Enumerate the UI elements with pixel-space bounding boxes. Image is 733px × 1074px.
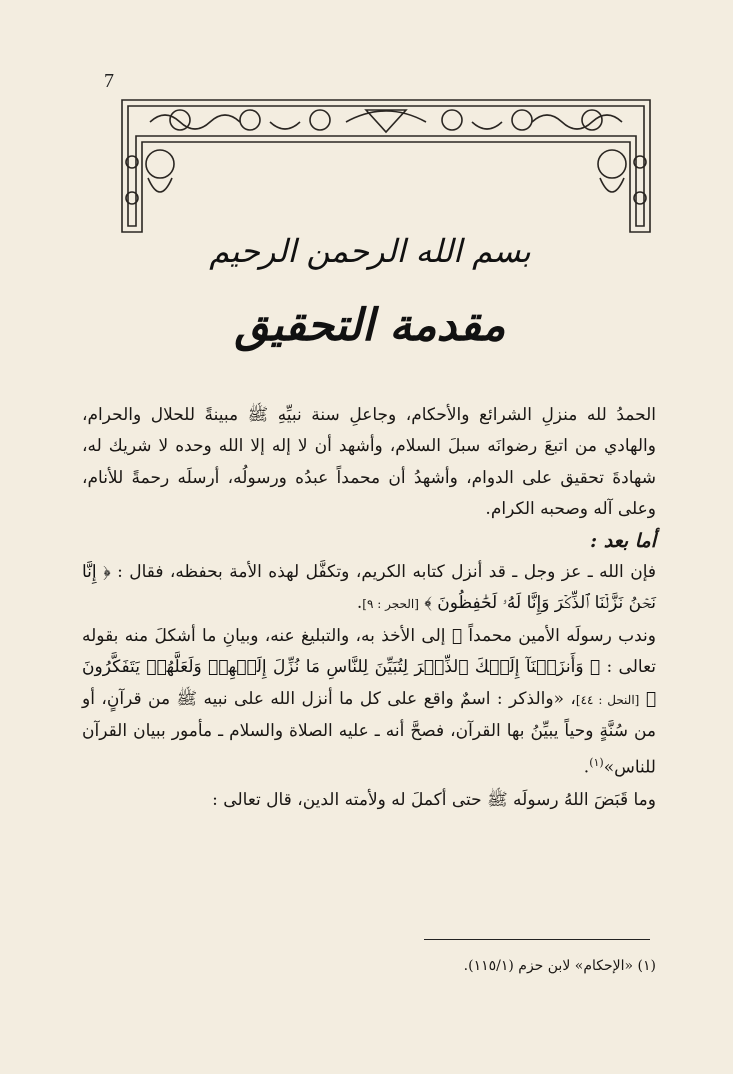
footnote: (١) «الإحكام» لابن حزم (١١٥/١). [463, 958, 656, 974]
verse-reference-2: [النحل : ٤٤] [575, 692, 640, 707]
amma-heading: أما بعد : [590, 529, 656, 552]
quran-verse-1: ﴿ إِنَّا نَحۡنُ نَزَّلۡنَا ٱلذِّكۡرَ وَإِنَّا لَهُۥ لَحَٰفِظُونَ ﴾ [82, 562, 656, 614]
body-text [82, 400, 656, 816]
footnote-marker: (١) [589, 756, 604, 770]
paragraph-3-text-b: ، «والذكر : اسمٌ واقع على كل ما أنزل الله على نبيه ﷺ من قرآنٍ، أو من سُنَّةٍ وحياً يبيِّنُ بها القرآن، فصحَّ أنه ـ عليه الصلاة والسلام ـ مأمور ببيان القرآن للناس» [82, 688, 656, 779]
paragraph-3-text-a: وندب رسولَه الأمين محمداً ﷺ إلى الأخذ به، والتبليغ عنه، وبيانِ ما أشكلَ منه بقوله تعالى : [82, 625, 656, 678]
paragraph-1: الحمدُ لله منزلِ الشرائع والأحكام، وجاعلِ سنة نبيِّهِ ﷺ مبينةً للحلال والحرام، والهادي من اتبعَ رضوانَه سبلَ السلام، وأشهد أن لا إله إلا الله وحده لا شريك له، شهادةَ تحقيق على الدوام، وأشهدُ أن محمداً عبدُه ورسولُه، أرسلَه رحمةً للأنام، وعلى آله وصحبه الكرام. [82, 405, 656, 520]
footnote-divider [424, 939, 650, 940]
paragraph-2: فإن الله ـ عز وجل ـ قد أنزل كتابه الكريم، وتكفَّل لهذه الأمة بحفظه، فقال : ﴿ إِنَّا نَحۡنُ نَزَّلۡنَا ٱلذِّكۡرَ وَإِنَّا لَهُۥ لَحَٰفِظُونَ ﴾ [الحجر : ٩]. [82, 562, 656, 614]
paragraph-4: وما قَبَضَ اللهُ رسولَه ﷺ حتى أكملَ له ولأمته الدين، قال تعالى : [212, 789, 656, 810]
paragraph-3: وندب رسولَه الأمين محمداً ﷺ إلى الأخذ به، والتبليغ عنه، وبيانِ ما أشكلَ منه بقوله تعالى : ﴿ وَأَنزَلۡنَآ إِلَيۡكَ ٱلذِّكۡرَ لِتُبَيِّنَ لِلنَّاسِ مَا نُزِّلَ إِلَيۡهِمۡ وَلَعَلَّهُمۡ يَتَفَكَّرُونَ ﴾ [النحل : ٤٤]، «والذكر : اسمٌ واقع على كل ما أنزل الله على نبيه ﷺ من قرآنٍ، أو من سُنَّةٍ وحياً يبيِّنُ بها القرآن، فصحَّ أنه ـ عليه الصلاة والسلام ـ مأمور ببيان القرآن للناس»$^{(١)}$. [82, 625, 657, 779]
basmala: بسم الله الرحمن الرحيم [209, 232, 531, 270]
page-number: 7 [104, 70, 114, 92]
paragraph-2-text: فإن الله ـ عز وجل ـ قد أنزل كتابه الكريم، وتكفَّل لهذه الأمة بحفظه، فقال : [117, 562, 656, 583]
verse-reference-1: [الحجر : ٩] [362, 597, 419, 612]
quran-verse-2: ﴿ وَأَنزَلۡنَآ إِلَيۡكَ ٱلذِّكۡرَ لِتُبَيِّنَ لِلنَّاسِ مَا نُزِّلَ إِلَيۡهِمۡ وَلَعَلَّهُمۡ يَتَفَكَّرُونَ ﴾ [82, 657, 657, 709]
section-title: مقدمة التحقيق [234, 300, 506, 351]
header-ornament [120, 98, 652, 234]
